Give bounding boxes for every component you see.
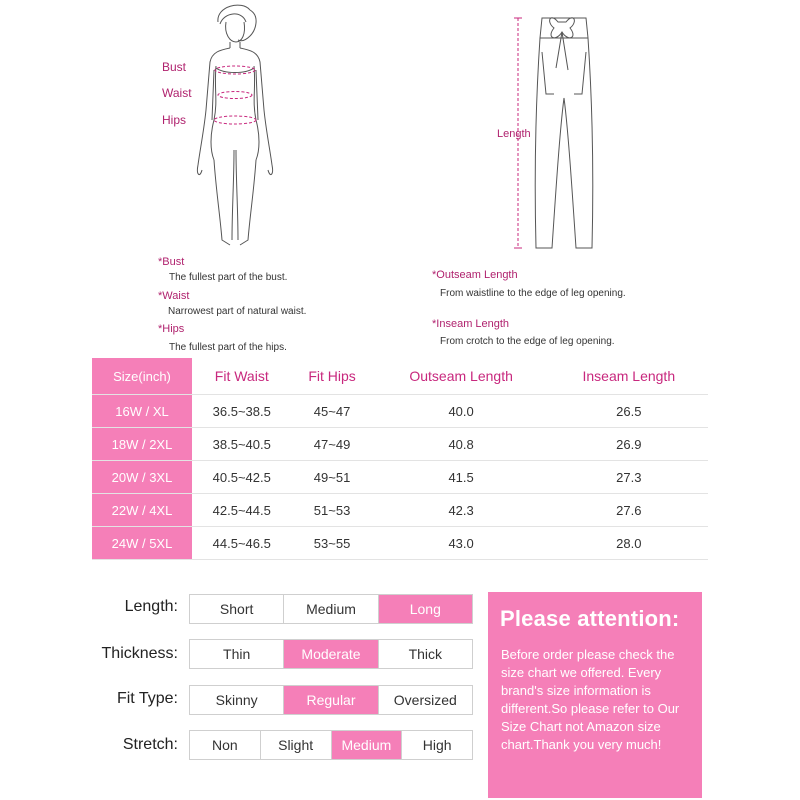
table-cell: 40.0 <box>373 395 550 428</box>
table-cell: 47~49 <box>292 428 373 461</box>
table-cell: 22W / 4XL <box>92 494 192 527</box>
note-outseam-title: *Outseam Length <box>432 269 518 281</box>
fit-type-attr-label: Fit Type: <box>116 690 178 707</box>
note-waist-title: *Waist <box>158 290 190 302</box>
note-inseam-title: *Inseam Length <box>432 318 510 330</box>
thickness-option-thick: Thick <box>408 646 443 662</box>
stretch-option-medium: Medium <box>332 731 403 759</box>
table-cell: 38.5~40.5 <box>192 428 292 461</box>
attention-title: Please attention: <box>500 606 680 631</box>
table-cell: 18W / 2XL <box>92 428 192 461</box>
table-row <box>92 428 708 461</box>
table-cell: 42.5~44.5 <box>192 494 292 527</box>
size-chart-table <box>92 358 708 560</box>
length-label: Length <box>497 128 531 140</box>
length-options <box>189 594 473 624</box>
stretch-option-non: Non <box>190 731 261 759</box>
fit-type-option-regular: Regular <box>284 686 378 714</box>
table-header-fit-waist: Fit Waist <box>192 358 292 395</box>
stretch-option-slight: Slight <box>261 731 332 759</box>
table-cell: 42.3 <box>373 494 550 527</box>
table-cell: 27.3 <box>550 461 708 494</box>
note-hips-desc: The fullest part of the hips. <box>169 342 287 353</box>
hips-label: Hips <box>162 113 187 127</box>
fit-type-option-skinny: Skinny <box>190 686 284 714</box>
body-figure-illustration <box>180 0 290 255</box>
thickness-option-moderate: Moderate <box>284 640 378 668</box>
table-cell: 45~47 <box>292 395 373 428</box>
length-option-medium: Medium <box>284 595 378 623</box>
table-cell: 27.6 <box>550 494 708 527</box>
table-header-row <box>92 358 708 395</box>
note-bust-title: *Bust <box>158 256 185 268</box>
table-cell: 44.5~46.5 <box>192 527 292 560</box>
table-row <box>92 494 708 527</box>
stretch-attr-label: Stretch: <box>122 736 178 753</box>
table-cell: 24W / 5XL <box>92 527 192 560</box>
table-cell: 41.5 <box>373 461 550 494</box>
length-option-short: Short <box>190 595 284 623</box>
table-cell: 36.5~38.5 <box>192 395 292 428</box>
length-attr-label: Length: <box>124 598 178 615</box>
table-header-fit-hips: Fit Hips <box>292 358 373 395</box>
note-hips-title: *Hips <box>158 323 185 335</box>
table-cell: 28.0 <box>550 527 708 560</box>
table-cell: 20W / 3XL <box>92 461 192 494</box>
stretch-options <box>189 730 473 760</box>
table-row <box>92 527 708 560</box>
thickness-attr-label: Thickness: <box>101 645 178 662</box>
note-outseam-desc: From waistline to the edge of leg opening. <box>440 288 626 299</box>
fit-type-options <box>189 685 473 715</box>
table-cell: 53~55 <box>292 527 373 560</box>
fit-type-option-oversized: Oversized <box>393 692 457 708</box>
table-cell: 40.8 <box>373 428 550 461</box>
table-cell: 40.5~42.5 <box>192 461 292 494</box>
thickness-options <box>189 639 473 669</box>
waist-label: Waist <box>162 86 192 100</box>
table-header-inseam: Inseam Length <box>550 358 708 395</box>
attention-notice <box>488 592 702 798</box>
attention-body: Before order please check the size chart we offered. Every brand's size information is different.So please refer to Our Size Chart not Amazon size chart.Thank you very much! <box>501 647 680 752</box>
note-waist-desc: Narrowest part of natural waist. <box>168 306 307 317</box>
bust-label: Bust <box>162 60 187 74</box>
length-option-long: Long <box>379 595 472 623</box>
table-cell: 43.0 <box>373 527 550 560</box>
thickness-option-thin: Thin <box>190 640 284 668</box>
table-cell: 26.9 <box>550 428 708 461</box>
note-bust-desc: The fullest part of the bust. <box>169 272 288 283</box>
table-header-outseam: Outseam Length <box>373 358 550 395</box>
note-inseam-desc: From crotch to the edge of leg opening. <box>440 336 615 347</box>
table-row <box>92 461 708 494</box>
table-cell: 51~53 <box>292 494 373 527</box>
table-row <box>92 395 708 428</box>
stretch-option-high: High <box>422 737 452 753</box>
table-header-size: Size(inch) <box>92 358 192 395</box>
table-cell: 16W / XL <box>92 395 192 428</box>
table-cell: 26.5 <box>550 395 708 428</box>
table-cell: 49~51 <box>292 461 373 494</box>
